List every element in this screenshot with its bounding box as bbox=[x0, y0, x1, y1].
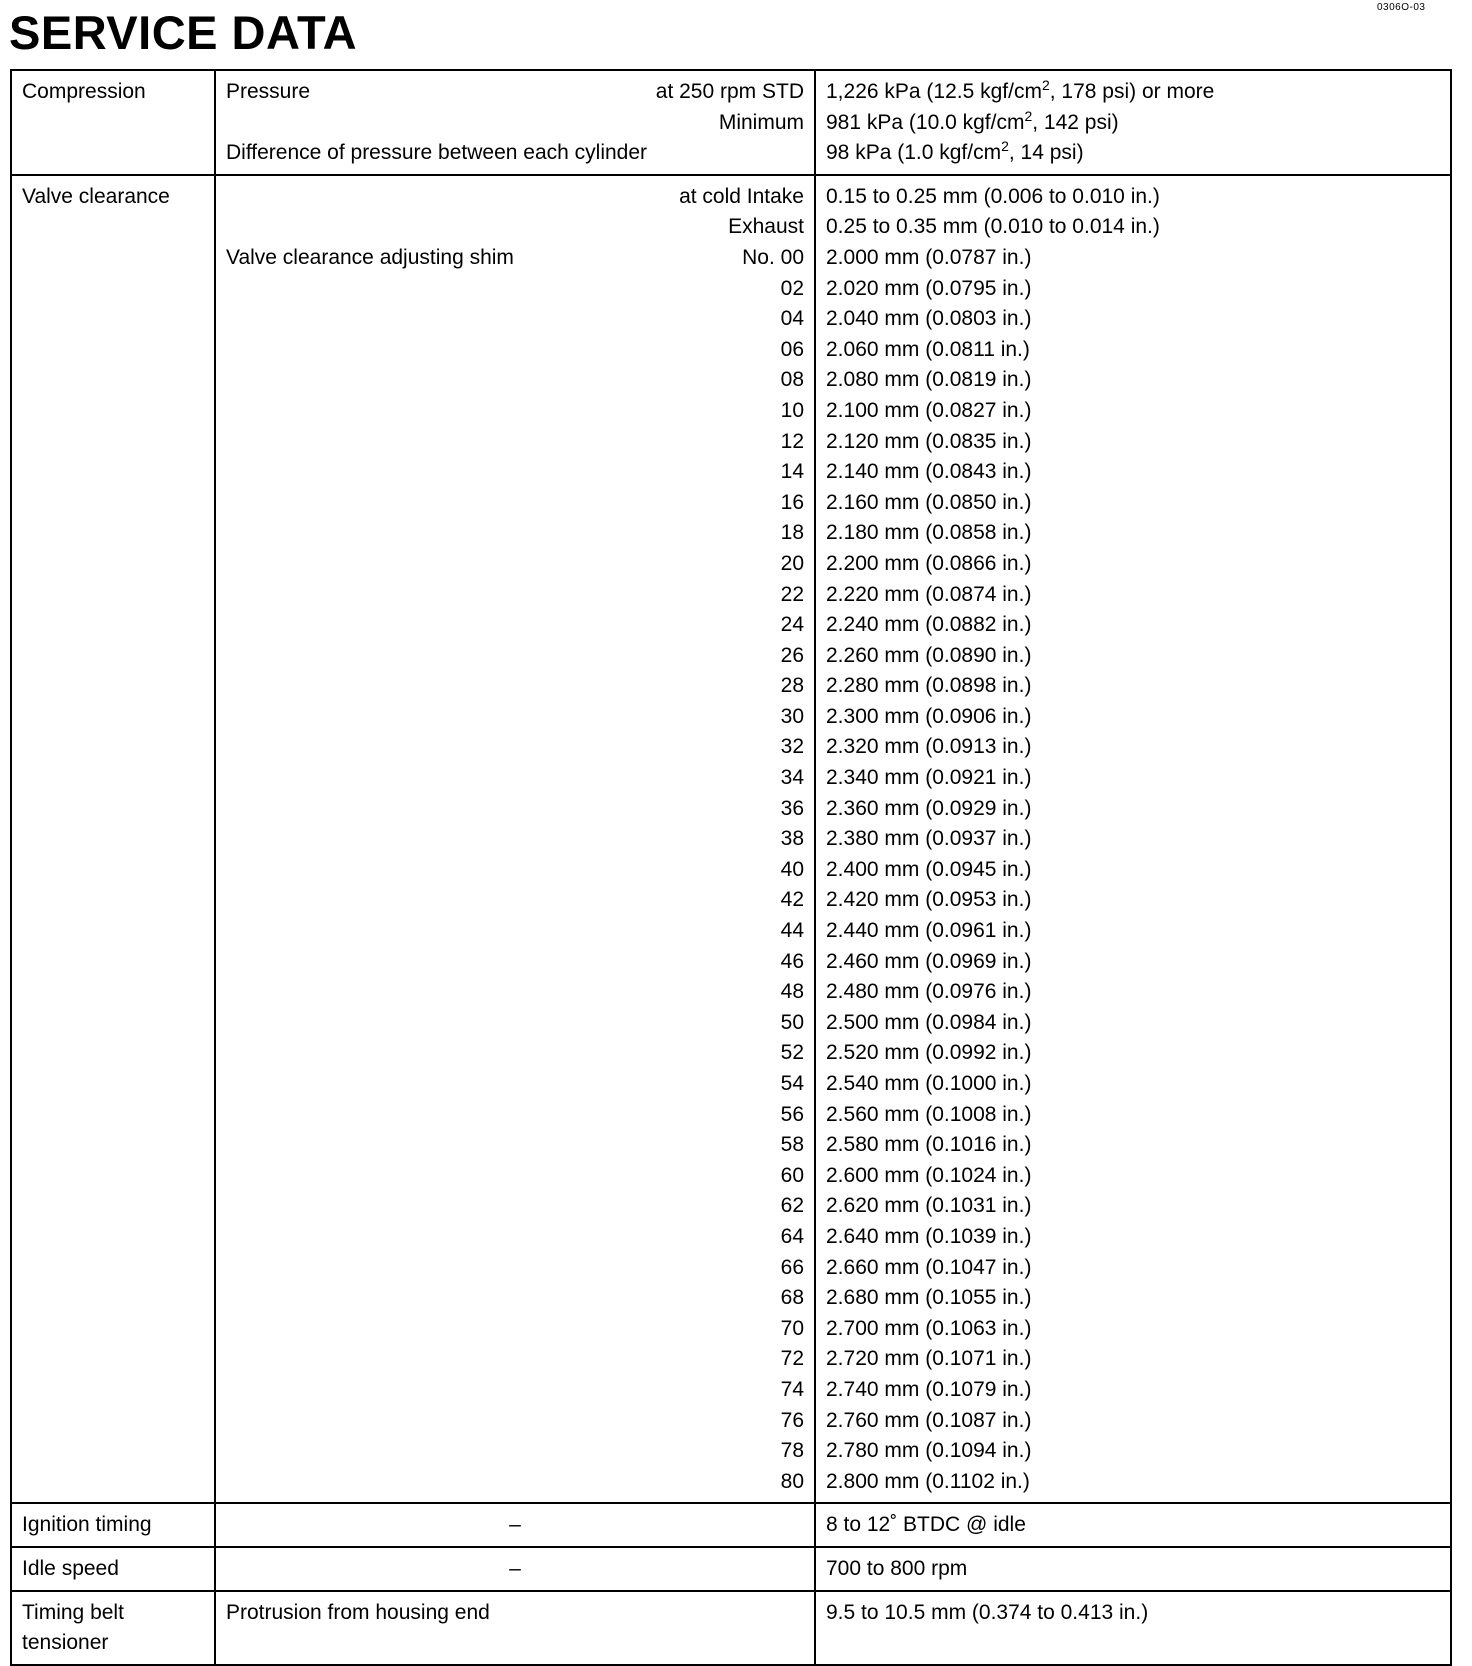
idle-speed-condition: – bbox=[509, 1556, 521, 1580]
timing-belt-value: 9.5 to 10.5 mm (0.374 to 0.413 in.) bbox=[826, 1600, 1149, 1624]
shim-thickness-value: 2.220 mm (0.0874 in.) bbox=[826, 582, 1032, 606]
valve-clearance-condition-cell bbox=[215, 175, 815, 1504]
timing-belt-item-label-line1: Timing belt bbox=[22, 1600, 124, 1624]
shim-thickness-value: 2.740 mm (0.1079 in.) bbox=[826, 1377, 1032, 1401]
compression-std-line bbox=[226, 77, 804, 108]
shim-thickness-value: 2.180 mm (0.0858 in.) bbox=[826, 521, 1032, 545]
valve-clearance-item-label: Valve clearance bbox=[22, 184, 170, 208]
shim-number: 28 bbox=[780, 674, 804, 698]
shim-number: 06 bbox=[780, 337, 804, 361]
shim-number: 24 bbox=[780, 613, 804, 637]
shim-thickness-value: 2.440 mm (0.0961 in.) bbox=[826, 919, 1032, 943]
shim-number: 22 bbox=[780, 582, 804, 606]
shim-thickness-value: 2.160 mm (0.0850 in.) bbox=[826, 490, 1032, 514]
ignition-timing-condition-cell bbox=[215, 1503, 815, 1547]
minimum-pressure-value: 981 kPa (10.0 kgf/$cm^2$, 142 psi) bbox=[826, 107, 1119, 134]
idle-speed-row bbox=[11, 1547, 1451, 1591]
shim-number: 18 bbox=[780, 521, 804, 545]
shim-thickness-value: 2.700 mm (0.1063 in.) bbox=[826, 1316, 1032, 1340]
shim-thickness-value: 2.140 mm (0.0843 in.) bbox=[826, 460, 1032, 484]
shim-thickness-value: 2.060 mm (0.0811 in.) bbox=[826, 337, 1030, 361]
shim-thickness-value: 2.280 mm (0.0898 in.) bbox=[826, 674, 1032, 698]
shim-number: 50 bbox=[780, 1010, 804, 1034]
shim-number: 64 bbox=[780, 1224, 804, 1248]
shim-thickness-value: 2.360 mm (0.0929 in.) bbox=[826, 796, 1032, 820]
shim-thickness-value: 2.040 mm (0.0803 in.) bbox=[826, 307, 1032, 331]
shim-number: 20 bbox=[780, 551, 804, 575]
shim-number: 14 bbox=[780, 460, 804, 484]
ignition-timing-item-label: Ignition timing bbox=[22, 1513, 152, 1537]
shim-number: 76 bbox=[780, 1408, 804, 1432]
shim-thickness-value: 2.520 mm (0.0992 in.) bbox=[826, 1041, 1032, 1065]
shim-number: 54 bbox=[780, 1072, 804, 1095]
compression-item-cell bbox=[11, 70, 215, 175]
minimum-label: Minimum bbox=[718, 110, 804, 134]
shim-number: 72 bbox=[780, 1347, 804, 1371]
shim-thickness-value: 2.200 mm (0.0866 in.) bbox=[826, 551, 1032, 575]
shim-thickness-value: 2.500 mm (0.0984 in.) bbox=[826, 1010, 1032, 1034]
shim-number: 56 bbox=[780, 1102, 804, 1126]
shim-number: 02 bbox=[780, 276, 804, 300]
compression-value-cell bbox=[815, 70, 1451, 175]
shim-thickness-value: 2.680 mm (0.1055 in.) bbox=[826, 1286, 1032, 1310]
intake-clearance-value: 0.15 to 0.25 mm (0.006 to 0.010 in.) bbox=[826, 184, 1160, 208]
shim-number: 70 bbox=[780, 1316, 804, 1340]
shim-thickness-value: 2.720 mm (0.1071 in.) bbox=[826, 1347, 1032, 1371]
shim-thickness-value: 2.480 mm (0.0976 in.) bbox=[826, 980, 1032, 1004]
shim-number: 60 bbox=[780, 1163, 804, 1187]
pressure-label: Pressure bbox=[226, 80, 311, 103]
exhaust-clearance-value: 0.25 to 0.35 mm (0.010 to 0.014 in.) bbox=[826, 215, 1160, 239]
timing-belt-item-label-line2: tensioner bbox=[22, 1631, 109, 1655]
shim-thickness-value: 2.540 mm (0.1000 in.) bbox=[826, 1072, 1032, 1095]
shim-thickness-value: 2.100 mm (0.0827 in.) bbox=[826, 398, 1032, 422]
ignition-timing-value: 8 to 12˚ BTDC @ idle bbox=[826, 1513, 1026, 1537]
shim-thickness-value: 2.420 mm (0.0953 in.) bbox=[826, 888, 1032, 912]
shim-number: 30 bbox=[780, 704, 804, 728]
shim-number: No. 00 bbox=[742, 245, 804, 269]
compression-item-label: Compression bbox=[22, 80, 146, 103]
shim-number: 44 bbox=[780, 919, 804, 943]
shim-thickness-value: 2.320 mm (0.0913 in.) bbox=[826, 735, 1032, 759]
shim-thickness-value: 2.380 mm (0.0937 in.) bbox=[826, 827, 1032, 851]
shim-number: 36 bbox=[780, 796, 804, 820]
shim-number: 04 bbox=[780, 307, 804, 331]
valve-clearance-item-cell bbox=[11, 175, 215, 1504]
shim-thickness-value: 2.340 mm (0.0921 in.) bbox=[826, 766, 1032, 790]
shim-label: Valve clearance adjusting shim bbox=[226, 245, 514, 269]
difference-label: Difference of pressure between each cylinder bbox=[226, 141, 648, 165]
std-condition-label: at 250 rpm STD bbox=[655, 80, 804, 103]
intake-label: at cold Intake bbox=[679, 184, 804, 208]
shim-thickness-value: 2.400 mm (0.0945 in.) bbox=[826, 857, 1032, 881]
shim-number: 08 bbox=[780, 368, 804, 392]
shim-number: 48 bbox=[780, 980, 804, 1004]
shim-number: 16 bbox=[780, 490, 804, 514]
shim-thickness-value: 2.640 mm (0.1039 in.) bbox=[826, 1224, 1032, 1248]
idle-speed-value-cell bbox=[815, 1547, 1451, 1591]
shim-number: 32 bbox=[780, 735, 804, 759]
exhaust-label: Exhaust bbox=[728, 215, 804, 239]
shim-thickness-value: 2.760 mm (0.1087 in.) bbox=[826, 1408, 1032, 1432]
shim-thickness-value: 2.000 mm (0.0787 in.) bbox=[826, 245, 1032, 269]
shim-number: 46 bbox=[780, 949, 804, 973]
shim-number: 80 bbox=[780, 1469, 804, 1493]
idle-speed-value: 700 to 800 rpm bbox=[826, 1556, 968, 1580]
shim-thickness-value: 2.020 mm (0.0795 in.) bbox=[826, 276, 1032, 300]
shim-thickness-value: 2.260 mm (0.0890 in.) bbox=[826, 643, 1032, 667]
shim-number: 52 bbox=[780, 1041, 804, 1065]
std-pressure-value: 1,226 kPa (12.5 kgf/$cm^2$, 178 psi) or more bbox=[826, 77, 1215, 103]
shim-thickness-value: 2.120 mm (0.0835 in.) bbox=[826, 429, 1032, 453]
ignition-timing-value-cell bbox=[815, 1503, 1451, 1547]
timing-belt-value-cell bbox=[815, 1591, 1451, 1665]
timing-belt-condition: Protrusion from housing end bbox=[226, 1600, 490, 1624]
compression-condition-cell bbox=[215, 70, 815, 175]
shim-thickness-value: 2.600 mm (0.1024 in.) bbox=[826, 1163, 1032, 1187]
shim-number: 62 bbox=[780, 1194, 804, 1218]
shim-number-list bbox=[226, 243, 804, 1497]
shim-number: 40 bbox=[780, 857, 804, 881]
ignition-timing-condition: – bbox=[509, 1513, 521, 1537]
shim-thickness-value: 2.460 mm (0.0969 in.) bbox=[826, 949, 1032, 973]
shim-thickness-value: 2.620 mm (0.1031 in.) bbox=[826, 1194, 1032, 1218]
shim-thickness-value: 2.080 mm (0.0819 in.) bbox=[826, 368, 1032, 392]
idle-speed-condition-cell bbox=[215, 1547, 815, 1591]
compression-row bbox=[11, 70, 1451, 175]
idle-speed-item-label: Idle speed bbox=[22, 1556, 119, 1580]
timing-belt-condition-cell bbox=[215, 1591, 815, 1665]
valve-clearance-value-cell bbox=[815, 175, 1451, 1504]
shim-number: 58 bbox=[780, 1133, 804, 1157]
page-title: SERVICE DATA bbox=[9, 6, 358, 59]
shim-thickness-value: 2.300 mm (0.0906 in.) bbox=[826, 704, 1032, 728]
ignition-timing-row bbox=[11, 1503, 1451, 1547]
shim-thickness-value: 2.240 mm (0.0882 in.) bbox=[826, 613, 1032, 637]
difference-pressure-value: 98 kPa (1.0 kgf/$cm^2$, 14 psi) bbox=[826, 138, 1084, 165]
ignition-timing-item-cell bbox=[11, 1503, 215, 1547]
shim-number: 34 bbox=[780, 766, 804, 790]
shim-number: 12 bbox=[780, 429, 804, 453]
shim-thickness-value: 2.780 mm (0.1094 in.) bbox=[826, 1439, 1032, 1463]
document-code: 0306O-03 bbox=[1377, 2, 1426, 13]
shim-first-line bbox=[226, 243, 804, 274]
shim-number: 26 bbox=[780, 643, 804, 667]
shim-number: 42 bbox=[780, 888, 804, 912]
shim-number: 68 bbox=[780, 1286, 804, 1310]
shim-value-list bbox=[826, 243, 1440, 1497]
idle-speed-item-cell bbox=[11, 1547, 215, 1591]
timing-belt-row bbox=[11, 1591, 1451, 1665]
service-data-table bbox=[10, 69, 1452, 1666]
timing-belt-item-cell bbox=[11, 1591, 215, 1665]
shim-number: 38 bbox=[780, 827, 804, 851]
shim-number: 74 bbox=[780, 1377, 804, 1401]
shim-thickness-value: 2.560 mm (0.1008 in.) bbox=[826, 1102, 1032, 1126]
shim-thickness-value: 2.660 mm (0.1047 in.) bbox=[826, 1255, 1032, 1279]
valve-clearance-row bbox=[11, 175, 1451, 1504]
shim-number: 66 bbox=[780, 1255, 804, 1279]
shim-thickness-value: 2.800 mm (0.1102 in.) bbox=[826, 1469, 1030, 1493]
shim-number: 10 bbox=[780, 398, 804, 422]
shim-number: 78 bbox=[780, 1439, 804, 1463]
shim-thickness-value: 2.580 mm (0.1016 in.) bbox=[826, 1133, 1032, 1157]
